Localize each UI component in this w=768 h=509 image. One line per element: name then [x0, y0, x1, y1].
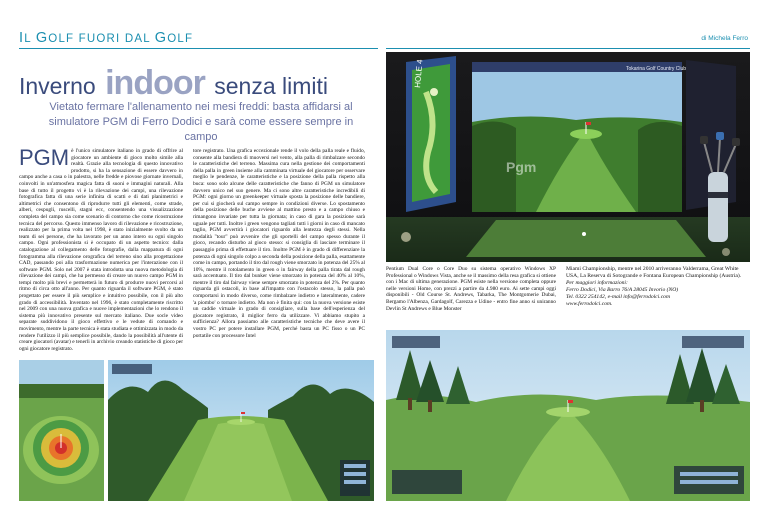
simulator-room-illustration: [386, 52, 750, 262]
section-rest-3: OLF: [167, 33, 194, 45]
section-title: [19, 30, 193, 46]
section-cap-3: G: [154, 30, 168, 46]
section-rest-2: OLF FUORI DAL: [48, 33, 155, 45]
column-1-text: è l'unico simulatore italiano in grado di offrire al giocatore un ambiente di gioco molto simile alla realtà. Grazie alla tecnologia di questo innovativo prodotto, si ha la sensazione di essere davvero in campo anche a casa o in palestra, nelle fredde e piovose giornate invernali, coinvolti in un'atmosfera magica fatta di suoni e immagini naturali. Alla base di tutto il progetto vi è la rilevazione dei campi, una rilevazione fotografica fatta di una serie infinita di scatti e di dati planimetrici e altimetrici che consentono di riprodurre tutti gli elementi, come strade, alberi, cespugli, ruscelli, stagni ecc, consentendo una visualizzazione completa del campo sia come scenario di contorno che come ricostruzione tecnica del percorso. Questo immenso lavoro di rilevazione e ricostruzione, realizzato per la prima volta nel 1998, è stato inizialmente svolto da un team di sei persone, che ha lavorato per un anno intero su ogni singolo campo. Ogni professionista si è occupato di un aspetto tecnico: dalla catalogazione al collegamento delle fotografie, dalla mappatura di ogni fotogramma alla rilevazione orografica del terreno sino alla progettazione CAD, passando poi alla trasformazione numerica per l'interazione con il software PGM. Solo nel 2007 è stata introdotta una nuova metodologia di rilevazione dei campi, che ha permesso di creare un nuovo campo PGM in tempi molto più brevi e permetterà in futuro di produrre nuovi percorsi al ritmo di circa otto all'anno. Per quanto riguarda il software PGM, è stato progettato per essere il più semplice e intuitivo possibile, con il più alto grado di accessibilità. Inventato nel 1996, è stato completamente riscritto nel 2009 con una nuova grafica e nuove implementazioni che lo rendono il sistema più innovativo presente sul mercato italiano. Due socle video separate suddividono il gioco effettivo e le vedute di comando e movimento, mentre la parte tecnica è stata studiata e ottimizzata in modo da rendere l'utilizzo il più semplice possibile, dando la possibilità all'utente di creare giocatori (avatar) e tenerli in archivio creando statistiche di gioco per ogni giocatore registrato.: [19, 148, 183, 352]
credits-label: Per maggiori informazioni:: [566, 280, 628, 286]
simulator-room-photo: [386, 52, 750, 262]
byline: di Michela Ferro: [701, 35, 748, 42]
column-2-text: tore registrato. Una grafica eccezionale rende il volo della palla reale e fluido, consente alla bandiera di muoversi nel vento, alla palla di rimbalzare secondo le caratteristiche del terreno. Massima cura nella gestione dei comportamenti della palla in green insieme alla camminata virtuale del giocatore per osservare meglio le pendenze, le caratteristiche e la posizione della palla rispetto alla buca: sono solo alcune delle caratteristiche che fanno di PGM un simulatore davvero unico nel suo genere. Ma ci sono altre caratteristiche incredibili di PGM: ogni giorno un greenkeeper virtuale sposta la posizione delle bandiere, per cui si giocherà sul campo sempre in condizioni diverse. Lo spostamento della posizione delle buche avviene al mattino presto e a campo chiuso e rimangono invariate per tutta la giornata; in caso di gara la posizione sarà uguale per tutti. Inoltre i green vengono tagliati tutti i giorni in caso di mancato taglio, PGM avvertirà i giocatori riguardo alla lentezza degli stessi. Nella modalità "tour" può avvenire che gli sportelli del campo spesso durante il gioco, recando disturbo al gioco stesso: si consiglia di lasciare terminare il passaggio prima di effettuare il tiro. Inoltre PGM è in grado di differenziare la potenza di ogni singolo colpo a seconda della posizione della palla, esattamente come in campo, portando il tiro dal rough viene smorzato in potenza del 25% al 10%, mentre il rotolamento in green o in fairway della palla tirata dal rough sarà accentuato. Il tiro dal bunker viene smorzato in potenza del 40% al 10%, mentre il tiro dal fairway viene sempre smorzato in potenza del 2%. Per quanto riguarda gli ostacoli, in base all'impatto con l'ostacolo stesso, la palla può comportarsi in modo diverso, come rimbalzare indietro e lateralmente, cadere 'a piombo' o tornare indietro. Ma non è finita qui: con la nuova versione esiste un caddie virtuale in grado di consigliare, sulla base dell'esperienza del giocatore registrato, il miglior ferro da utilizzare. Vi abbiamo stupito a sufficienza? Allora passiamo alle caratteristiche tecniche che deve avere il vostro PC per potere installare PGM, perché basta un PC fisso o un PC portatile con processore Intel: [193, 148, 365, 339]
green-target-illustration: [19, 360, 104, 501]
fairway-screenshot: [108, 360, 374, 501]
section-rule-left: [19, 48, 378, 49]
title-highlight: indoor: [105, 64, 205, 102]
credits-block: [566, 266, 750, 326]
page-title: [19, 64, 328, 103]
drop-cap: PGM: [19, 148, 70, 170]
credits-contact: Tel. 0322 254142, e-mail info@ferrodolci.com: [566, 294, 671, 300]
section-rest-1: L: [24, 33, 36, 45]
credits-web: www.ferrodolci.com.: [566, 301, 613, 307]
credits-address: Ferro Dodici, Via Barro 76/A 28045 Invorio (NO): [566, 287, 679, 293]
credits-text: Miami Championship, mentre nel 2010 arriveranno Valderrama, Great White USA, La Reserva di Sotogrande e Fontana European Championship (Austria).: [566, 266, 742, 279]
fairway-illustration: [108, 360, 374, 501]
title-part-2: senza limiti: [207, 73, 329, 99]
hole-label: HOLE 4: [413, 59, 425, 89]
section-rule-right: [386, 48, 750, 49]
green-target-screenshot: [19, 360, 104, 501]
article-column-3: [386, 266, 556, 326]
subtitle: Vietato fermare l'allenamento nei mesi freddi: basta affidarsi al simulatore PGM di Ferro Dodici e sarà come essere sempre in campo: [48, 101, 354, 143]
column-3-text: Pentium Dual Core o Core Duo su sistema operativo Windows XP Professional o Windows Vista, anche se il massimo della resa grafica si ottiene con i Mac di ultima generazione. PGM esiste nella versione completa oppure nelle versioni Home, con prezzi a partire da 4.980 euro. Ai sette campi oggi disponibili - Old Course St. Andrews, Tabarka, The Montgomerie Dubai, Bergamo l'Albenza, Gardagolf, Carezza e Udine - entro fine anno si uniranno Devlin St Andrews e Blue Monster: [386, 266, 556, 312]
section-cap-1: I: [19, 30, 25, 46]
club-name: Tokarina Golf Country Club: [626, 66, 687, 72]
course-screenshot: [386, 330, 750, 501]
section-cap-2: G: [35, 30, 49, 46]
pgm-logo: Pgm: [506, 159, 537, 175]
title-part-1: Inverno: [19, 73, 103, 99]
course-illustration: [386, 330, 750, 501]
